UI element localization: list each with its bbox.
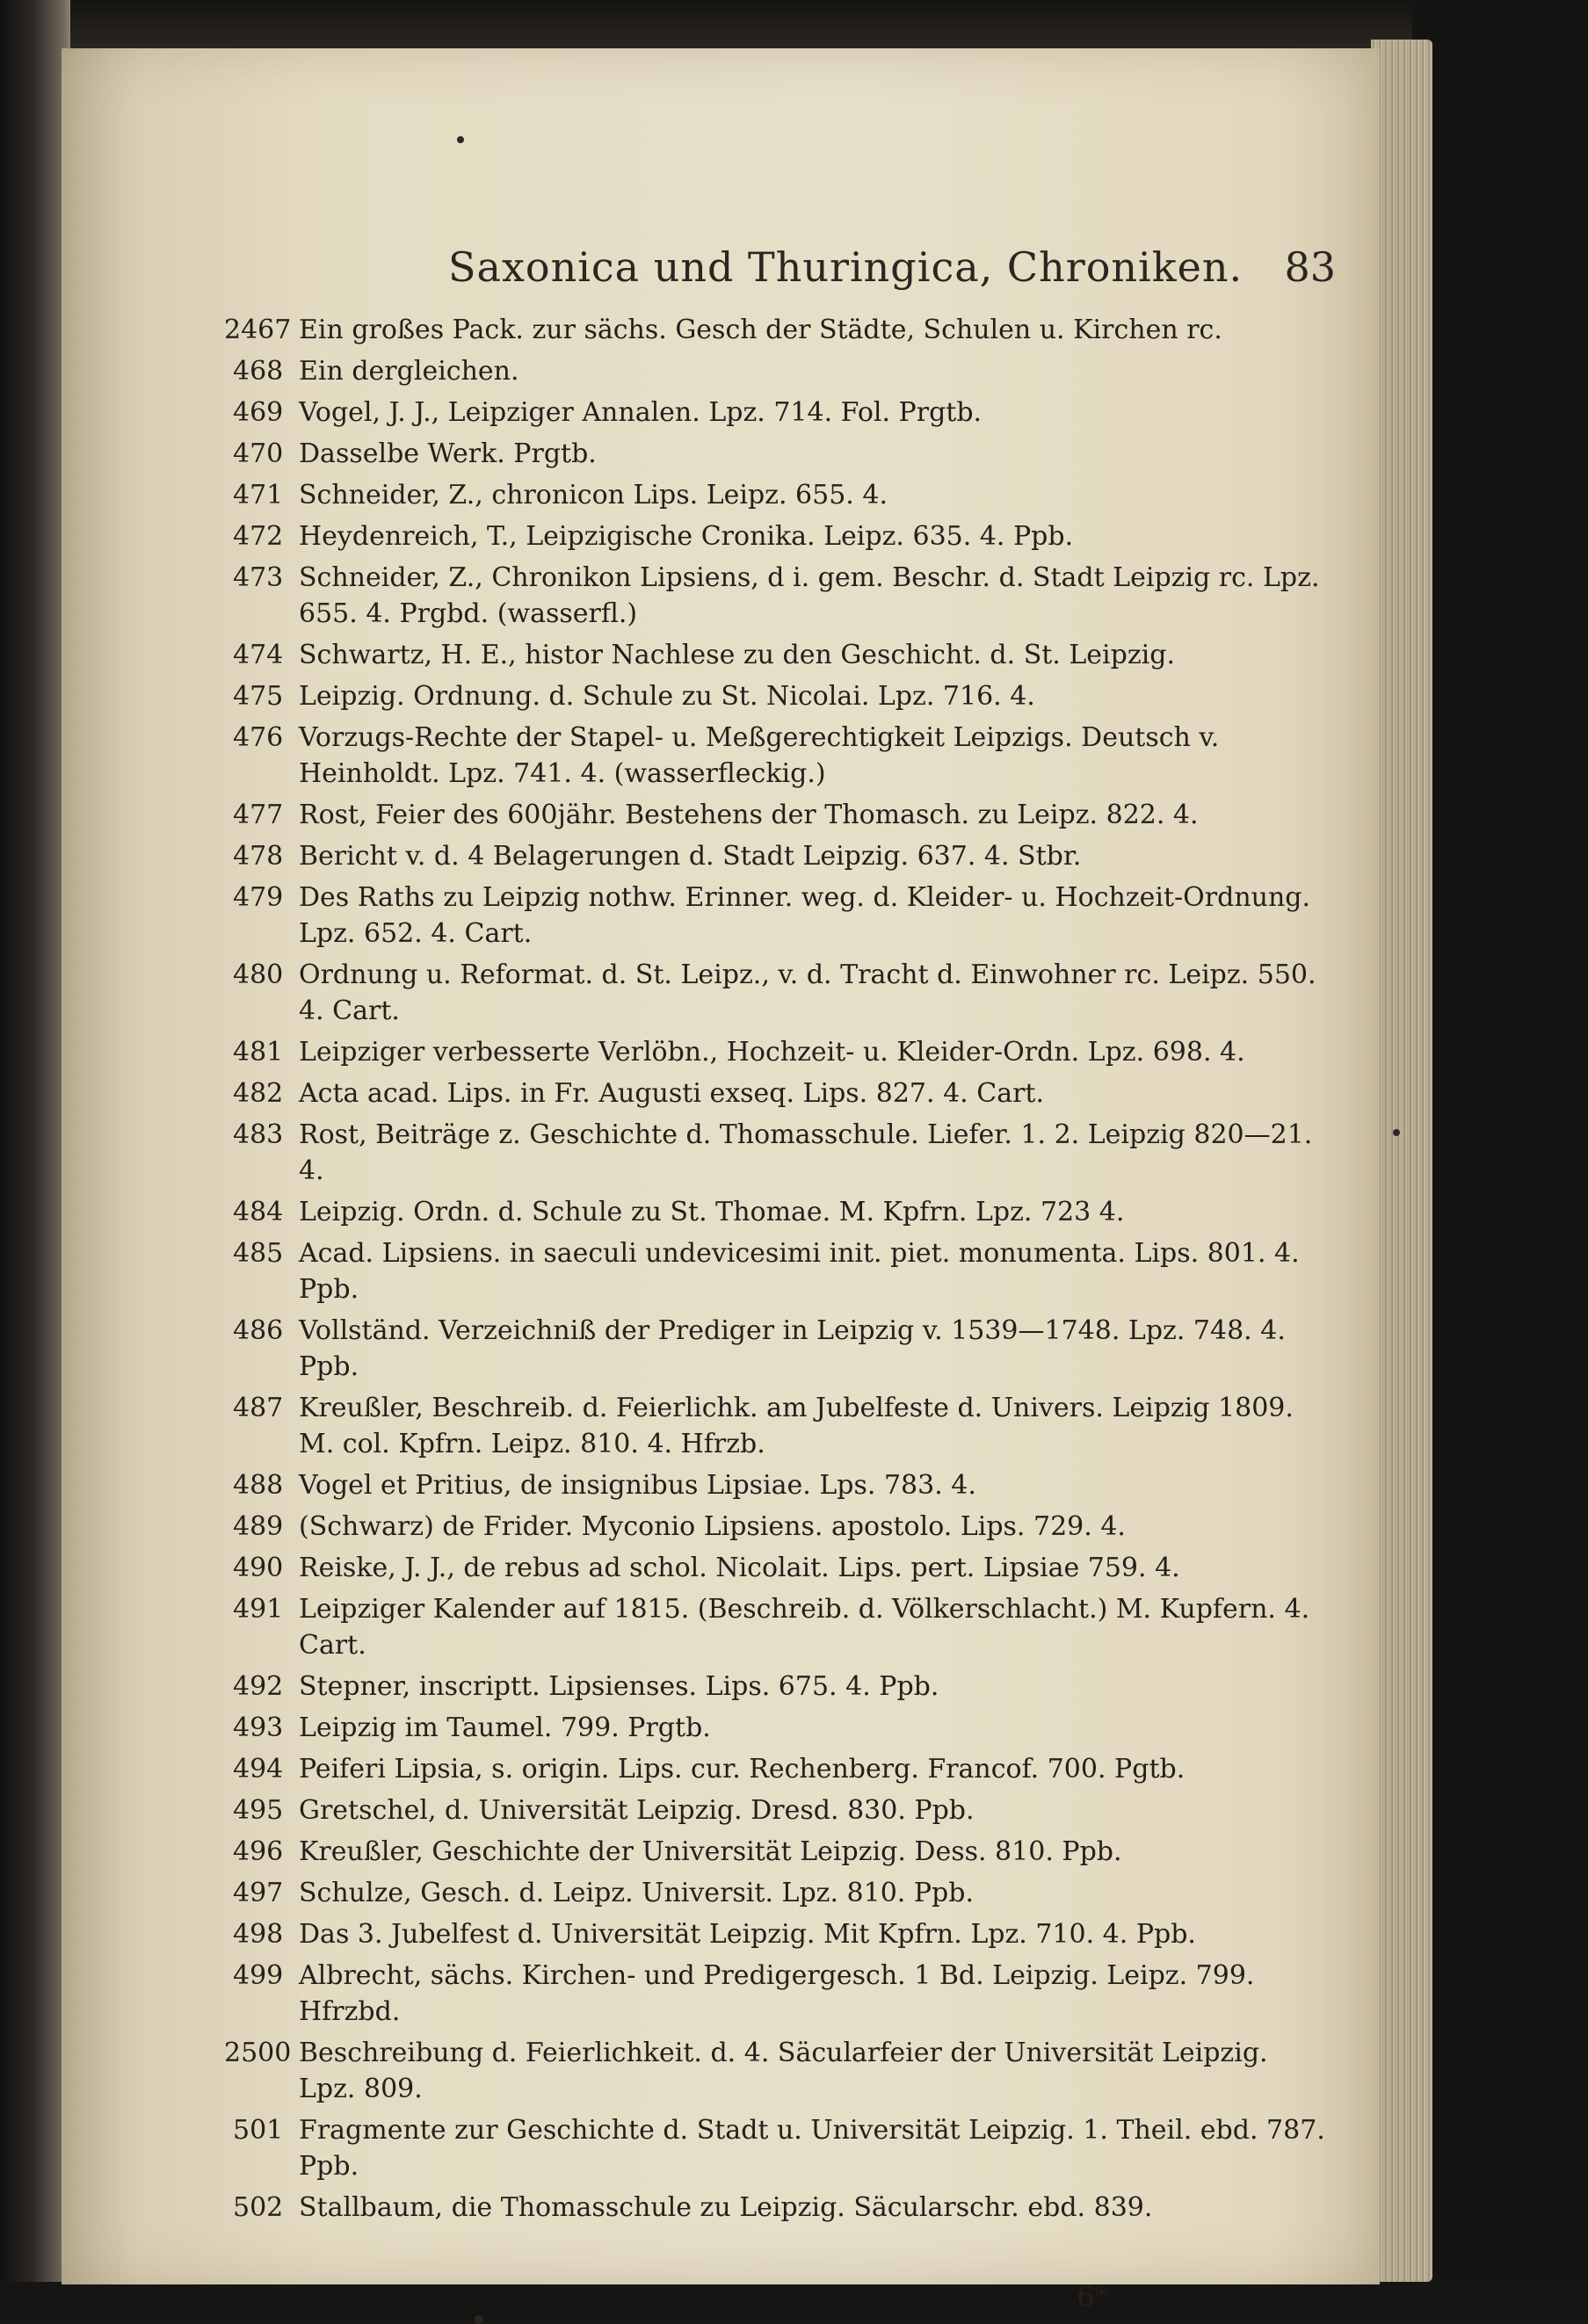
catalogue-entry xyxy=(233,395,1331,431)
entry-number: 479 xyxy=(233,882,284,913)
catalogue-entry xyxy=(224,312,1331,348)
catalogue-entry xyxy=(233,518,1331,554)
catalogue-entry xyxy=(233,1751,1331,1787)
entry-number: 471 xyxy=(233,480,284,510)
entry-text: Stepner, inscriptt. Lipsienses. Lips. 675. 4. Ppb. xyxy=(299,1671,939,1702)
entry-number: 481 xyxy=(233,1037,284,1068)
entry-number: 468 xyxy=(233,356,284,387)
entry-number: 492 xyxy=(233,1671,284,1702)
entry-text: Beschreibung d. Feierlichkeit. d. 4. Säcularfeier der Universität Leipzig. Lpz. 809. xyxy=(299,2038,1268,2104)
catalogue-entry xyxy=(233,1591,1331,1663)
scan-border-right xyxy=(1412,0,1588,2321)
entry-number: 485 xyxy=(233,1238,284,1269)
entry-text: Schwartz, H. E., histor Nachlese zu den Geschicht. d. St. Leipzig. xyxy=(299,640,1175,670)
entry-text: Schneider, Z., Chronikon Lipsiens, d i. gem. Beschr. d. Stadt Leipzig rc. Lpz. 655. 4. Prgbd. (wasserfl.) xyxy=(299,562,1320,629)
entry-number: 484 xyxy=(233,1197,284,1227)
catalogue-entry xyxy=(233,1117,1331,1189)
catalogue-entry xyxy=(233,1235,1331,1307)
signature-mark: 6* xyxy=(1077,2280,1109,2313)
catalogue-entry xyxy=(233,1194,1331,1230)
entry-text: Ein großes Pack. zur sächs. Gesch der Städte, Schulen u. Kirchen rc. xyxy=(299,315,1222,345)
entry-number: 490 xyxy=(233,1553,284,1583)
entry-number: 487 xyxy=(233,1393,284,1423)
catalogue-entry xyxy=(224,2035,1331,2107)
catalogue-entry xyxy=(233,1834,1331,1870)
entry-text: Leipzig. Ordn. d. Schule zu St. Thomae. M. Kpfrn. Lpz. 723 4. xyxy=(299,1197,1125,1227)
entry-text: (Schwarz) de Frider. Myconio Lipsiens. apostolo. Lips. 729. 4. xyxy=(299,1511,1126,1542)
entry-text: Stallbaum, die Thomasschule zu Leipzig. Säcularschr. ebd. 839. xyxy=(299,2192,1153,2223)
catalogue-entry xyxy=(233,1075,1331,1111)
catalogue-entry xyxy=(233,797,1331,833)
entry-text: Das 3. Jubelfest d. Universität Leipzig. Mit Kpfrn. Lpz. 710. 4. Ppb. xyxy=(299,1919,1196,1950)
catalogue-entry xyxy=(233,1916,1331,1952)
entry-text: Gretschel, d. Universität Leipzig. Dresd. 830. Ppb. xyxy=(299,1795,975,1826)
entry-text: Rost, Feier des 600jähr. Bestehens der Thomasch. zu Leipz. 822. 4. xyxy=(299,800,1199,830)
entry-number: 476 xyxy=(233,722,284,753)
entry-text: Acta acad. Lips. in Fr. Augusti exseq. Lips. 827. 4. Cart. xyxy=(299,1078,1045,1109)
entry-number: 489 xyxy=(233,1511,284,1542)
catalogue-entries xyxy=(224,312,1331,2226)
entry-number: 473 xyxy=(233,562,284,593)
entry-text: Rost, Beiträge z. Geschichte d. Thomasschule. Liefer. 1. 2. Leipzig 820—21. 4. xyxy=(299,1119,1313,1186)
speck xyxy=(1393,1129,1400,1136)
catalogue-entry xyxy=(233,957,1331,1029)
entry-number: 472 xyxy=(233,521,284,552)
entry-text: Vollständ. Verzeichniß der Prediger in Leipzig v. 1539—1748. Lpz. 748. 4. Ppb. xyxy=(299,1315,1286,1382)
catalogue-entry xyxy=(233,353,1331,389)
catalogue-entry xyxy=(233,2190,1331,2226)
entry-text: Ordnung u. Reformat. d. St. Leipz., v. d. Tracht d. Einwohner rc. Leipz. 550. 4. Cart. xyxy=(299,959,1316,1026)
entry-number: 478 xyxy=(233,841,284,872)
catalogue-entry xyxy=(233,1467,1331,1503)
entry-text: Albrecht, sächs. Kirchen- und Predigergesch. 1 Bd. Leipzig. Leipz. 799. Hfrzbd. xyxy=(299,1960,1255,2027)
entry-number: 502 xyxy=(233,2192,284,2223)
catalogue-entry xyxy=(233,477,1331,513)
catalogue-entry xyxy=(233,637,1331,673)
catalogue-entry xyxy=(233,1792,1331,1828)
catalogue-entry xyxy=(233,1669,1331,1705)
entry-number: 497 xyxy=(233,1878,284,1908)
entry-text: Leipziger Kalender auf 1815. (Beschreib. d. Völkerschlacht.) M. Kupfern. 4. Cart. xyxy=(299,1594,1310,1661)
entry-number: 499 xyxy=(233,1960,284,1991)
entry-text: Bericht v. d. 4 Belagerungen d. Stadt Leipzig. 637. 4. Stbr. xyxy=(299,841,1082,872)
entry-text: Leipzig. Ordnung. d. Schule zu St. Nicolai. Lpz. 716. 4. xyxy=(299,681,1035,712)
entry-number: 2500 xyxy=(224,2038,292,2068)
entry-text: Kreußler, Geschichte der Universität Leipzig. Dess. 810. Ppb. xyxy=(299,1836,1122,1867)
entry-number: 495 xyxy=(233,1795,284,1826)
entry-number: 477 xyxy=(233,800,284,830)
entry-number: 483 xyxy=(233,1119,284,1150)
entry-text: Dasselbe Werk. Prgtb. xyxy=(299,438,597,469)
entry-text: Des Raths zu Leipzig nothw. Erinner. weg. d. Kleider- u. Hochzeit-Ordnung. Lpz. 652. 4. Cart. xyxy=(299,882,1311,949)
entry-number: 482 xyxy=(233,1078,284,1109)
catalogue-entry xyxy=(233,880,1331,952)
entry-text: Vogel et Pritius, de insignibus Lipsiae. Lps. 783. 4. xyxy=(299,1470,976,1501)
entry-text: Reiske, J. J., de rebus ad schol. Nicolait. Lips. pert. Lipsiae 759. 4. xyxy=(299,1553,1180,1583)
catalogue-entry xyxy=(233,436,1331,472)
running-title: Saxonica und Thuringica, Chroniken. xyxy=(448,243,1244,291)
entry-number: 491 xyxy=(233,1594,284,1625)
scan-border-left xyxy=(0,0,70,2321)
catalogue-entry xyxy=(233,720,1331,792)
catalogue-entry xyxy=(233,2112,1331,2184)
entry-text: Heydenreich, T., Leipzigische Cronika. Leipz. 635. 4. Ppb. xyxy=(299,521,1074,552)
catalogue-entry xyxy=(233,1875,1331,1911)
catalogue-entry xyxy=(233,838,1331,874)
entry-text: Fragmente zur Geschichte d. Stadt u. Universität Leipzig. 1. Theil. ebd. 787. Ppb. xyxy=(299,2115,1325,2182)
entry-text: Peiferi Lipsia, s. origin. Lips. cur. Rechenberg. Francof. 700. Pgtb. xyxy=(299,1754,1186,1785)
entry-text: Acad. Lipsiens. in saeculi undevicesimi init. piet. monumenta. Lips. 801. 4. Ppb. xyxy=(299,1238,1300,1305)
entry-number: 493 xyxy=(233,1712,284,1743)
entry-text: Leipziger verbesserte Verlöbn., Hochzeit- u. Kleider-Ordn. Lpz. 698. 4. xyxy=(299,1037,1245,1068)
page-header xyxy=(448,243,1336,296)
scan-border-bottom xyxy=(0,2282,1588,2321)
entry-number: 494 xyxy=(233,1754,284,1785)
entry-number: 496 xyxy=(233,1836,284,1867)
catalogue-entry xyxy=(233,678,1331,714)
page-number: 83 xyxy=(1284,243,1336,291)
book-page xyxy=(62,48,1380,2313)
entry-number: 2467 xyxy=(224,315,292,345)
entry-text: Schneider, Z., chronicon Lips. Leipz. 655. 4. xyxy=(299,480,888,510)
entry-text: Schulze, Gesch. d. Leipz. Universit. Lpz. 810. Ppb. xyxy=(299,1878,974,1908)
entry-text: Vogel, J. J., Leipziger Annalen. Lpz. 714. Fol. Prgtb. xyxy=(299,397,983,428)
entry-number: 498 xyxy=(233,1919,284,1950)
catalogue-entry xyxy=(233,560,1331,632)
entry-number: 488 xyxy=(233,1470,284,1501)
catalogue-entry xyxy=(233,1313,1331,1385)
catalogue-entry xyxy=(233,1509,1331,1545)
entry-number: 501 xyxy=(233,2115,284,2146)
entry-text: Vorzugs-Rechte der Stapel- u. Meßgerechtigkeit Leipzigs. Deutsch v. Heinholdt. Lpz. 741. 4. (wasserfleckig.) xyxy=(299,722,1220,789)
entry-number: 469 xyxy=(233,397,284,428)
entry-number: 480 xyxy=(233,959,284,990)
catalogue-entry xyxy=(233,1958,1331,2030)
entry-text: Ein dergleichen. xyxy=(299,356,519,387)
speck xyxy=(457,136,464,143)
catalogue-entry xyxy=(233,1390,1331,1462)
entry-number: 475 xyxy=(233,681,284,712)
entry-number: 470 xyxy=(233,438,284,469)
catalogue-entry xyxy=(233,1034,1331,1070)
entry-text: Leipzig im Taumel. 799. Prgtb. xyxy=(299,1712,711,1743)
speck xyxy=(475,2315,483,2324)
scan-border-top xyxy=(0,0,1588,53)
page-edges xyxy=(1371,40,1432,2282)
catalogue-entry xyxy=(233,1550,1331,1586)
entry-number: 474 xyxy=(233,640,284,670)
entry-text: Kreußler, Beschreib. d. Feierlichk. am Jubelfeste d. Univers. Leipzig 1809. M. col. Kpfrn. Leipz. 810. 4. Hfrzb. xyxy=(299,1393,1294,1459)
entry-number: 486 xyxy=(233,1315,284,1346)
catalogue-entry xyxy=(233,1710,1331,1746)
